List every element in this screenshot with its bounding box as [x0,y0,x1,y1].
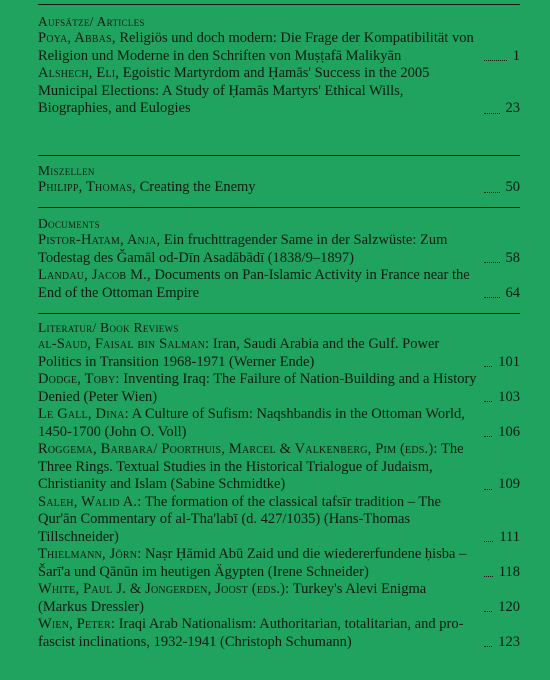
leader-dots [484,113,500,114]
entry-page: 1 [512,47,520,64]
leader-dots [484,489,492,490]
toc-entry[interactable] [38,65,520,118]
entry-text [38,65,478,118]
entry-author: Landau, Jacob M., [38,267,151,283]
entry-title: Creating the Enemy [139,179,256,195]
entry-title: The Three Rings. Textual Studies in the Historical Trialogue of Judaism, Christianity and Islam (Sabine Schmidtke) [38,441,464,492]
section-heading: Aufsätze/ Articles [38,14,145,29]
entry-text [38,30,478,65]
leader-dots [484,646,492,647]
entry-title: Turkey's Alevi Enigma (Markus Dressler) [38,581,427,615]
leader-dots [484,262,500,263]
section-miszellen [38,162,520,197]
toc-entry[interactable] [38,406,520,441]
toc-entry[interactable] [38,179,520,197]
entry-text [38,546,478,581]
entry-text [38,581,478,616]
leader-dots [484,401,492,402]
entry-title: Egoistic Martyrdom and Ḥamās' Success in the 2005 Municipal Elections: A Study of Ḥamās Martyrs' Ethical Wills, Biographies, and Eulogies [38,65,430,116]
entry-text [38,494,478,547]
entry-title: Iraqi Arab Nationalism: Authoritarian, totalitarian, and pro-fascist inclinations, 1932-1941 (Christoph Schumann) [38,616,464,650]
leader-dots [484,611,492,612]
entry-page: 118 [498,563,520,580]
entry-text [38,406,478,441]
entry-page: 101 [498,353,520,370]
leader-dots [484,436,492,437]
entry-page: 23 [505,100,520,116]
section-rule [38,155,520,156]
section-rule [38,313,520,314]
toc-entry[interactable] [38,494,520,547]
section-heading: Literatur/ Book Reviews [38,320,179,335]
entry-title: Ein fruchttragender Same in der Salzwüste: Zum Todestag des Ǧamāl od-Dīn Asadābādī (1838/9–1897) [38,232,448,266]
entry-page: 106 [498,423,520,440]
entry-author: Wien, Peter: [38,616,116,632]
entry-author: Alshech, Eli, [38,65,120,81]
section-heading: Documents [38,216,100,231]
leader-dots [484,192,500,193]
entry-title: A Culture of Sufism: Naqshbandis in the Ottoman World, 1450-1700 (John O. Voll) [38,406,465,440]
section-rule [38,207,520,208]
leader-dots [484,541,493,542]
section-articles [38,13,520,118]
entry-author: Roggema, Barbara/ Poorthuis, Marcel & Valkenberg, Pim (eds.): [38,441,438,457]
entry-text [38,267,478,302]
entry-title: Naṣr Ḥāmid Abū Zaid und die wiedererfundene ḥisba – Šarī'a und Qānūn im heutigen Ägypten (Irene Schneider) [38,546,467,580]
entry-page: 109 [498,476,520,492]
entry-author: Le Gall, Dina: [38,406,129,422]
entry-author: Pistor-Hatam, Anja, [38,232,161,248]
leader-dots [484,297,500,298]
entry-title: The formation of the classical tafsīr tradition – The Qur'ān Commentary of al-Tha'labī (d. 427/1035) (Hans-Thomas Tillschneider) [38,493,441,545]
leader-dots [484,576,493,577]
entry-text [38,616,478,651]
entry-title: Iran, Saudi Arabia and the Gulf. Power Politics in Transition 1968-1971 (Werner Ende) [38,336,440,370]
entry-title: Religiös und doch modern: Die Frage der Kompatibilität von Religion und Moderne in den Schriften von Muṣṭafā Malikyān [38,30,474,64]
entry-page: 123 [498,633,520,650]
toc-entry[interactable] [38,336,520,371]
entry-text [38,371,478,406]
leader-dots [484,60,507,61]
toc-entry[interactable] [38,441,520,494]
entry-author: al-Saud, Faisal bin Salman: [38,336,210,352]
entry-title: Inventing Iraq: The Failure of Nation-Building and a History Denied (Peter Wien) [38,371,477,405]
section-heading: Miszellen [38,163,95,178]
entry-author: Saleh, Walid A.: [38,493,142,510]
entry-page: 50 [505,179,520,195]
toc-entry[interactable] [38,581,520,616]
entry-text [38,441,478,494]
entry-page: 120 [498,598,520,615]
entry-page: 58 [505,249,520,266]
entry-author: White, Paul J. & Jongerden, Joost (eds.): [38,581,290,597]
toc-entry[interactable] [38,371,520,406]
entry-text [38,179,478,197]
entry-page: 103 [498,388,520,405]
toc-entry[interactable] [38,232,520,267]
top-rule [38,4,520,5]
entry-page: 111 [499,528,520,545]
leader-dots [484,366,492,367]
toc-entry[interactable] [38,30,520,65]
entry-page: 64 [505,284,520,301]
toc-entry[interactable] [38,546,520,581]
entry-author: Dodge, Toby: [38,371,120,387]
section-book-reviews [38,319,520,651]
entry-author: Poya, Abbas, [38,30,116,46]
entry-text [38,232,478,267]
entry-title: Documents on Pan-Islamic Activity in France near the End of the Ottoman Empire [38,267,470,301]
section-documents [38,215,520,302]
entry-author: Philipp, Thomas, [38,179,136,195]
toc-entry[interactable] [38,267,520,302]
entry-author: Thielmann, Jörn: [38,546,142,562]
entry-text [38,336,478,371]
toc-entry[interactable] [38,616,520,651]
